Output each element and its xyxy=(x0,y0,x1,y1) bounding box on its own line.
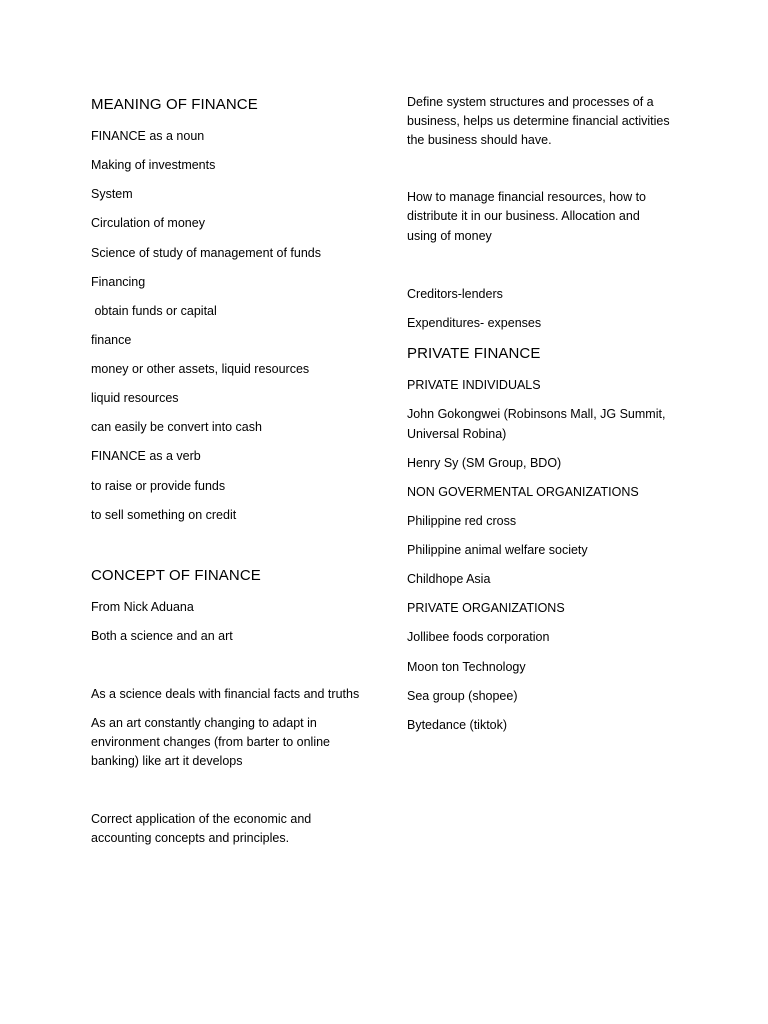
science-art-text: Both a science and an art xyxy=(91,629,233,643)
meaning-of-finance-heading: MEANING OF FINANCE xyxy=(91,96,258,113)
as-art-line-3: banking) like art it develops xyxy=(91,754,243,768)
obtain-funds-text: obtain funds or capital xyxy=(91,304,217,318)
raise-funds-text: to raise or provide funds xyxy=(91,479,226,493)
how-to-manage-line-1: How to manage financial resources, how to xyxy=(407,190,647,204)
bytedance-text: Bytedance (tiktok) xyxy=(407,718,508,732)
as-art-line-1: As an art constantly changing to adapt in xyxy=(91,716,317,730)
finance-word-label: finance xyxy=(91,333,132,347)
henry-sy-text: Henry Sy (SM Group, BDO) xyxy=(407,456,562,470)
gokongwei-line-2: Universal Robina) xyxy=(407,427,507,441)
system-text: System xyxy=(91,187,133,201)
money-assets-text: money or other assets, liquid resources xyxy=(91,362,310,376)
how-to-manage-line-2: distribute it in our business. Allocation and xyxy=(407,209,640,223)
correct-application-line-1: Correct application of the economic and xyxy=(91,812,312,826)
ngo-label: NON GOVERMENTAL ORGANIZATIONS xyxy=(407,485,639,499)
childhope-text: Childhope Asia xyxy=(407,572,491,586)
private-individuals-label: PRIVATE INDIVIDUALS xyxy=(407,378,541,392)
convert-cash-text: can easily be convert into cash xyxy=(91,420,262,434)
how-to-manage-line-3: using of money xyxy=(407,229,492,243)
finance-as-noun-label: FINANCE as a noun xyxy=(91,129,205,143)
correct-application-line-2: accounting concepts and principles. xyxy=(91,831,290,845)
moonton-text: Moon ton Technology xyxy=(407,660,526,674)
define-line-1: Define system structures and processes of a xyxy=(407,95,654,109)
concept-of-finance-heading: CONCEPT OF FINANCE xyxy=(91,567,261,584)
as-art-line-2: environment changes (from barter to online xyxy=(91,735,331,749)
circulation-text: Circulation of money xyxy=(91,216,205,230)
jollibee-text: Jollibee foods corporation xyxy=(407,630,550,644)
sea-group-text: Sea group (shopee) xyxy=(407,689,518,703)
animal-welfare-text: Philippine animal welfare society xyxy=(407,543,588,557)
private-organizations-label: PRIVATE ORGANIZATIONS xyxy=(407,601,565,615)
gokongwei-line-1: John Gokongwei (Robinsons Mall, JG Summit, xyxy=(407,407,666,421)
as-science-text: As a science deals with financial facts and truths xyxy=(91,687,360,701)
private-finance-heading: PRIVATE FINANCE xyxy=(407,345,541,362)
making-investments-text: Making of investments xyxy=(91,158,216,172)
define-line-3: the business should have. xyxy=(407,133,552,147)
sell-credit-text: to sell something on credit xyxy=(91,508,237,522)
creditors-text: Creditors-lenders xyxy=(407,287,503,301)
from-nick-text: From Nick Aduana xyxy=(91,600,194,614)
liquid-resources-label: liquid resources xyxy=(91,391,179,405)
financing-label: Financing xyxy=(91,275,146,289)
science-study-text: Science of study of management of funds xyxy=(91,246,321,260)
finance-as-verb-label: FINANCE as a verb xyxy=(91,449,201,463)
red-cross-text: Philippine red cross xyxy=(407,514,517,528)
define-line-2: business, helps us determine financial activities xyxy=(407,114,670,128)
expenditures-text: Expenditures- expenses xyxy=(407,316,542,330)
